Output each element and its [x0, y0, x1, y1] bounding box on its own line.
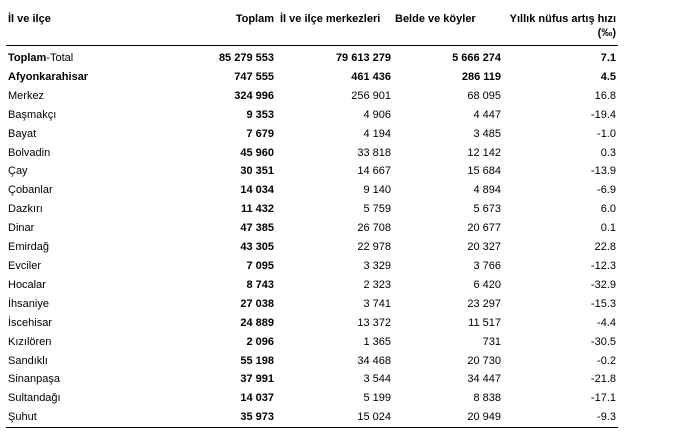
- district-total: 24 889: [240, 316, 274, 329]
- district-total: 8 743: [246, 278, 274, 291]
- table-row: [6, 408, 618, 427]
- district-growth-rate: -17.1: [590, 392, 616, 405]
- district-growth-rate: -21.8: [590, 373, 616, 386]
- district-total: 43 305: [240, 241, 274, 254]
- district-name: Dinar: [8, 222, 35, 235]
- district-growth-rate: -1.0: [597, 127, 616, 140]
- table-row: [6, 200, 618, 219]
- population-table: [6, 12, 618, 428]
- table-row: [6, 389, 618, 408]
- district-name: Kızılören: [8, 335, 52, 348]
- header-towns-villages: Belde ve köyler: [395, 13, 476, 25]
- table-header: [6, 12, 618, 46]
- district-village: 15 684: [467, 165, 501, 178]
- table-row: [6, 125, 618, 144]
- total-row-center: 79 613 279: [335, 52, 391, 64]
- district-name: Sinanpaşa: [8, 373, 60, 386]
- table-row-province: [6, 68, 618, 87]
- district-total: 14 037: [240, 392, 274, 405]
- district-village: 34 447: [467, 373, 501, 386]
- district-center: 14 667: [357, 165, 391, 178]
- district-center: 256 901: [351, 89, 391, 102]
- table-row: [6, 295, 618, 314]
- district-center: 3 544: [363, 373, 391, 386]
- district-center: 5 759: [363, 203, 391, 216]
- district-growth-rate: -0.2: [597, 354, 616, 367]
- district-growth-rate: -12.3: [590, 259, 616, 272]
- district-name: Çay: [8, 165, 28, 178]
- table-row: [6, 352, 618, 371]
- total-row-name: [6, 46, 194, 68]
- district-growth-rate: 16.8: [594, 89, 616, 102]
- district-name: Şuhut: [8, 411, 37, 424]
- table-row: [6, 144, 618, 163]
- district-center: 33 818: [357, 146, 391, 159]
- district-total: 37 991: [240, 373, 274, 386]
- district-name: Çobanlar: [8, 184, 53, 197]
- district-center: 4 194: [363, 127, 391, 140]
- district-name: Emirdağ: [8, 241, 49, 254]
- district-village: 23 297: [467, 297, 501, 310]
- district-name: Evciler: [8, 259, 42, 272]
- district-center: 22 978: [357, 241, 391, 254]
- district-total: 7 679: [246, 127, 274, 140]
- district-name: İscehisar: [8, 316, 53, 329]
- district-growth-rate: -15.3: [590, 297, 616, 310]
- district-growth-rate: -30.5: [590, 335, 616, 348]
- table-body: [6, 46, 618, 428]
- district-center: 3 329: [363, 259, 391, 272]
- district-total: 7 095: [246, 259, 274, 272]
- table-row: [6, 276, 618, 295]
- district-center: 34 468: [357, 354, 391, 367]
- district-center: 13 372: [357, 316, 391, 329]
- table-row: [6, 314, 618, 333]
- district-name: Merkez: [8, 89, 45, 102]
- district-village: 731: [482, 335, 501, 348]
- district-total: 11 432: [240, 203, 274, 216]
- district-total: 27 038: [240, 297, 274, 310]
- district-village: 5 673: [473, 203, 501, 216]
- table-row: [6, 257, 618, 276]
- district-village: 6 420: [473, 278, 501, 291]
- district-village: 12 142: [467, 146, 501, 159]
- total-row-name-bold: Toplam: [8, 52, 47, 64]
- district-growth-rate: -19.4: [590, 108, 616, 121]
- district-growth-rate: 22.8: [594, 241, 616, 254]
- table-row: [6, 162, 618, 181]
- table-row: [6, 238, 618, 257]
- district-center: 15 024: [357, 411, 391, 424]
- district-total: 324 996: [234, 89, 274, 102]
- district-center: 4 906: [363, 108, 391, 121]
- district-village: 20 949: [467, 411, 501, 424]
- district-name: Bolvadin: [8, 146, 51, 159]
- total-row-village: 5 666 274: [452, 52, 501, 64]
- header-total: Toplam: [235, 13, 274, 25]
- table-row: [6, 370, 618, 389]
- total-row-rate: 7.1: [600, 52, 616, 64]
- district-total: 14 034: [240, 184, 274, 197]
- district-village: 4 447: [473, 108, 501, 121]
- district-growth-rate: -6.9: [597, 184, 616, 197]
- district-total: 55 198: [240, 354, 274, 367]
- district-village: 8 838: [473, 392, 501, 405]
- total-row-name-suffix: -Total: [46, 52, 74, 64]
- district-village: 11 517: [468, 316, 501, 329]
- district-name: Sultandağı: [8, 392, 61, 405]
- district-name: Hocalar: [8, 278, 46, 291]
- district-name: Sandıklı: [8, 354, 48, 367]
- district-name: Bayat: [8, 127, 37, 140]
- district-name: Başmakçı: [8, 108, 57, 121]
- province-row-rate: 4.5: [600, 70, 616, 83]
- district-village: 3 485: [473, 127, 501, 140]
- header-centers: İl ve ilçe merkezleri: [280, 13, 381, 25]
- district-total: 35 973: [240, 411, 274, 424]
- district-total: 2 096: [246, 335, 274, 348]
- district-total: 30 351: [240, 165, 274, 178]
- district-village: 20 327: [467, 241, 501, 254]
- district-village: 3 766: [473, 259, 501, 272]
- district-village: 4 894: [473, 184, 501, 197]
- district-total: 9 353: [246, 108, 274, 121]
- district-name: Dazkırı: [8, 203, 43, 216]
- province-row-name: Afyonkarahisar: [8, 70, 89, 83]
- table-row: [6, 87, 618, 106]
- district-village: 68 095: [467, 89, 501, 102]
- district-name: İhsaniye: [8, 297, 49, 310]
- province-row-village: 286 119: [461, 70, 501, 83]
- district-center: 9 140: [363, 184, 391, 197]
- province-row-total: 747 555: [234, 70, 274, 83]
- header-province-district: İl ve ilçe: [8, 13, 51, 25]
- header-growth-rate: Yıllık nüfus artış hızı (‰): [509, 13, 616, 39]
- district-total: 45 960: [240, 146, 274, 159]
- district-growth-rate: 0.1: [600, 222, 616, 235]
- district-center: 3 741: [363, 297, 391, 310]
- district-village: 20 677: [467, 222, 501, 235]
- district-village: 20 730: [467, 354, 501, 367]
- table-row-total: [6, 46, 618, 68]
- table-row: [6, 106, 618, 125]
- table-row: [6, 181, 618, 200]
- province-row-center: 461 436: [351, 70, 391, 83]
- table-row: [6, 333, 618, 352]
- district-center: 26 708: [357, 222, 391, 235]
- district-center: 1 365: [363, 335, 391, 348]
- district-growth-rate: -13.9: [590, 165, 616, 178]
- district-growth-rate: 6.0: [600, 203, 616, 216]
- district-center: 2 323: [363, 278, 391, 291]
- table-row: [6, 219, 618, 238]
- total-row-total: 85 279 553: [218, 52, 274, 64]
- district-growth-rate: -32.9: [590, 278, 616, 291]
- district-total: 47 385: [240, 222, 274, 235]
- header-row: [6, 12, 618, 46]
- district-growth-rate: 0.3: [600, 146, 616, 159]
- district-growth-rate: -9.3: [597, 411, 616, 424]
- district-center: 5 199: [363, 392, 391, 405]
- district-growth-rate: -4.4: [597, 316, 616, 329]
